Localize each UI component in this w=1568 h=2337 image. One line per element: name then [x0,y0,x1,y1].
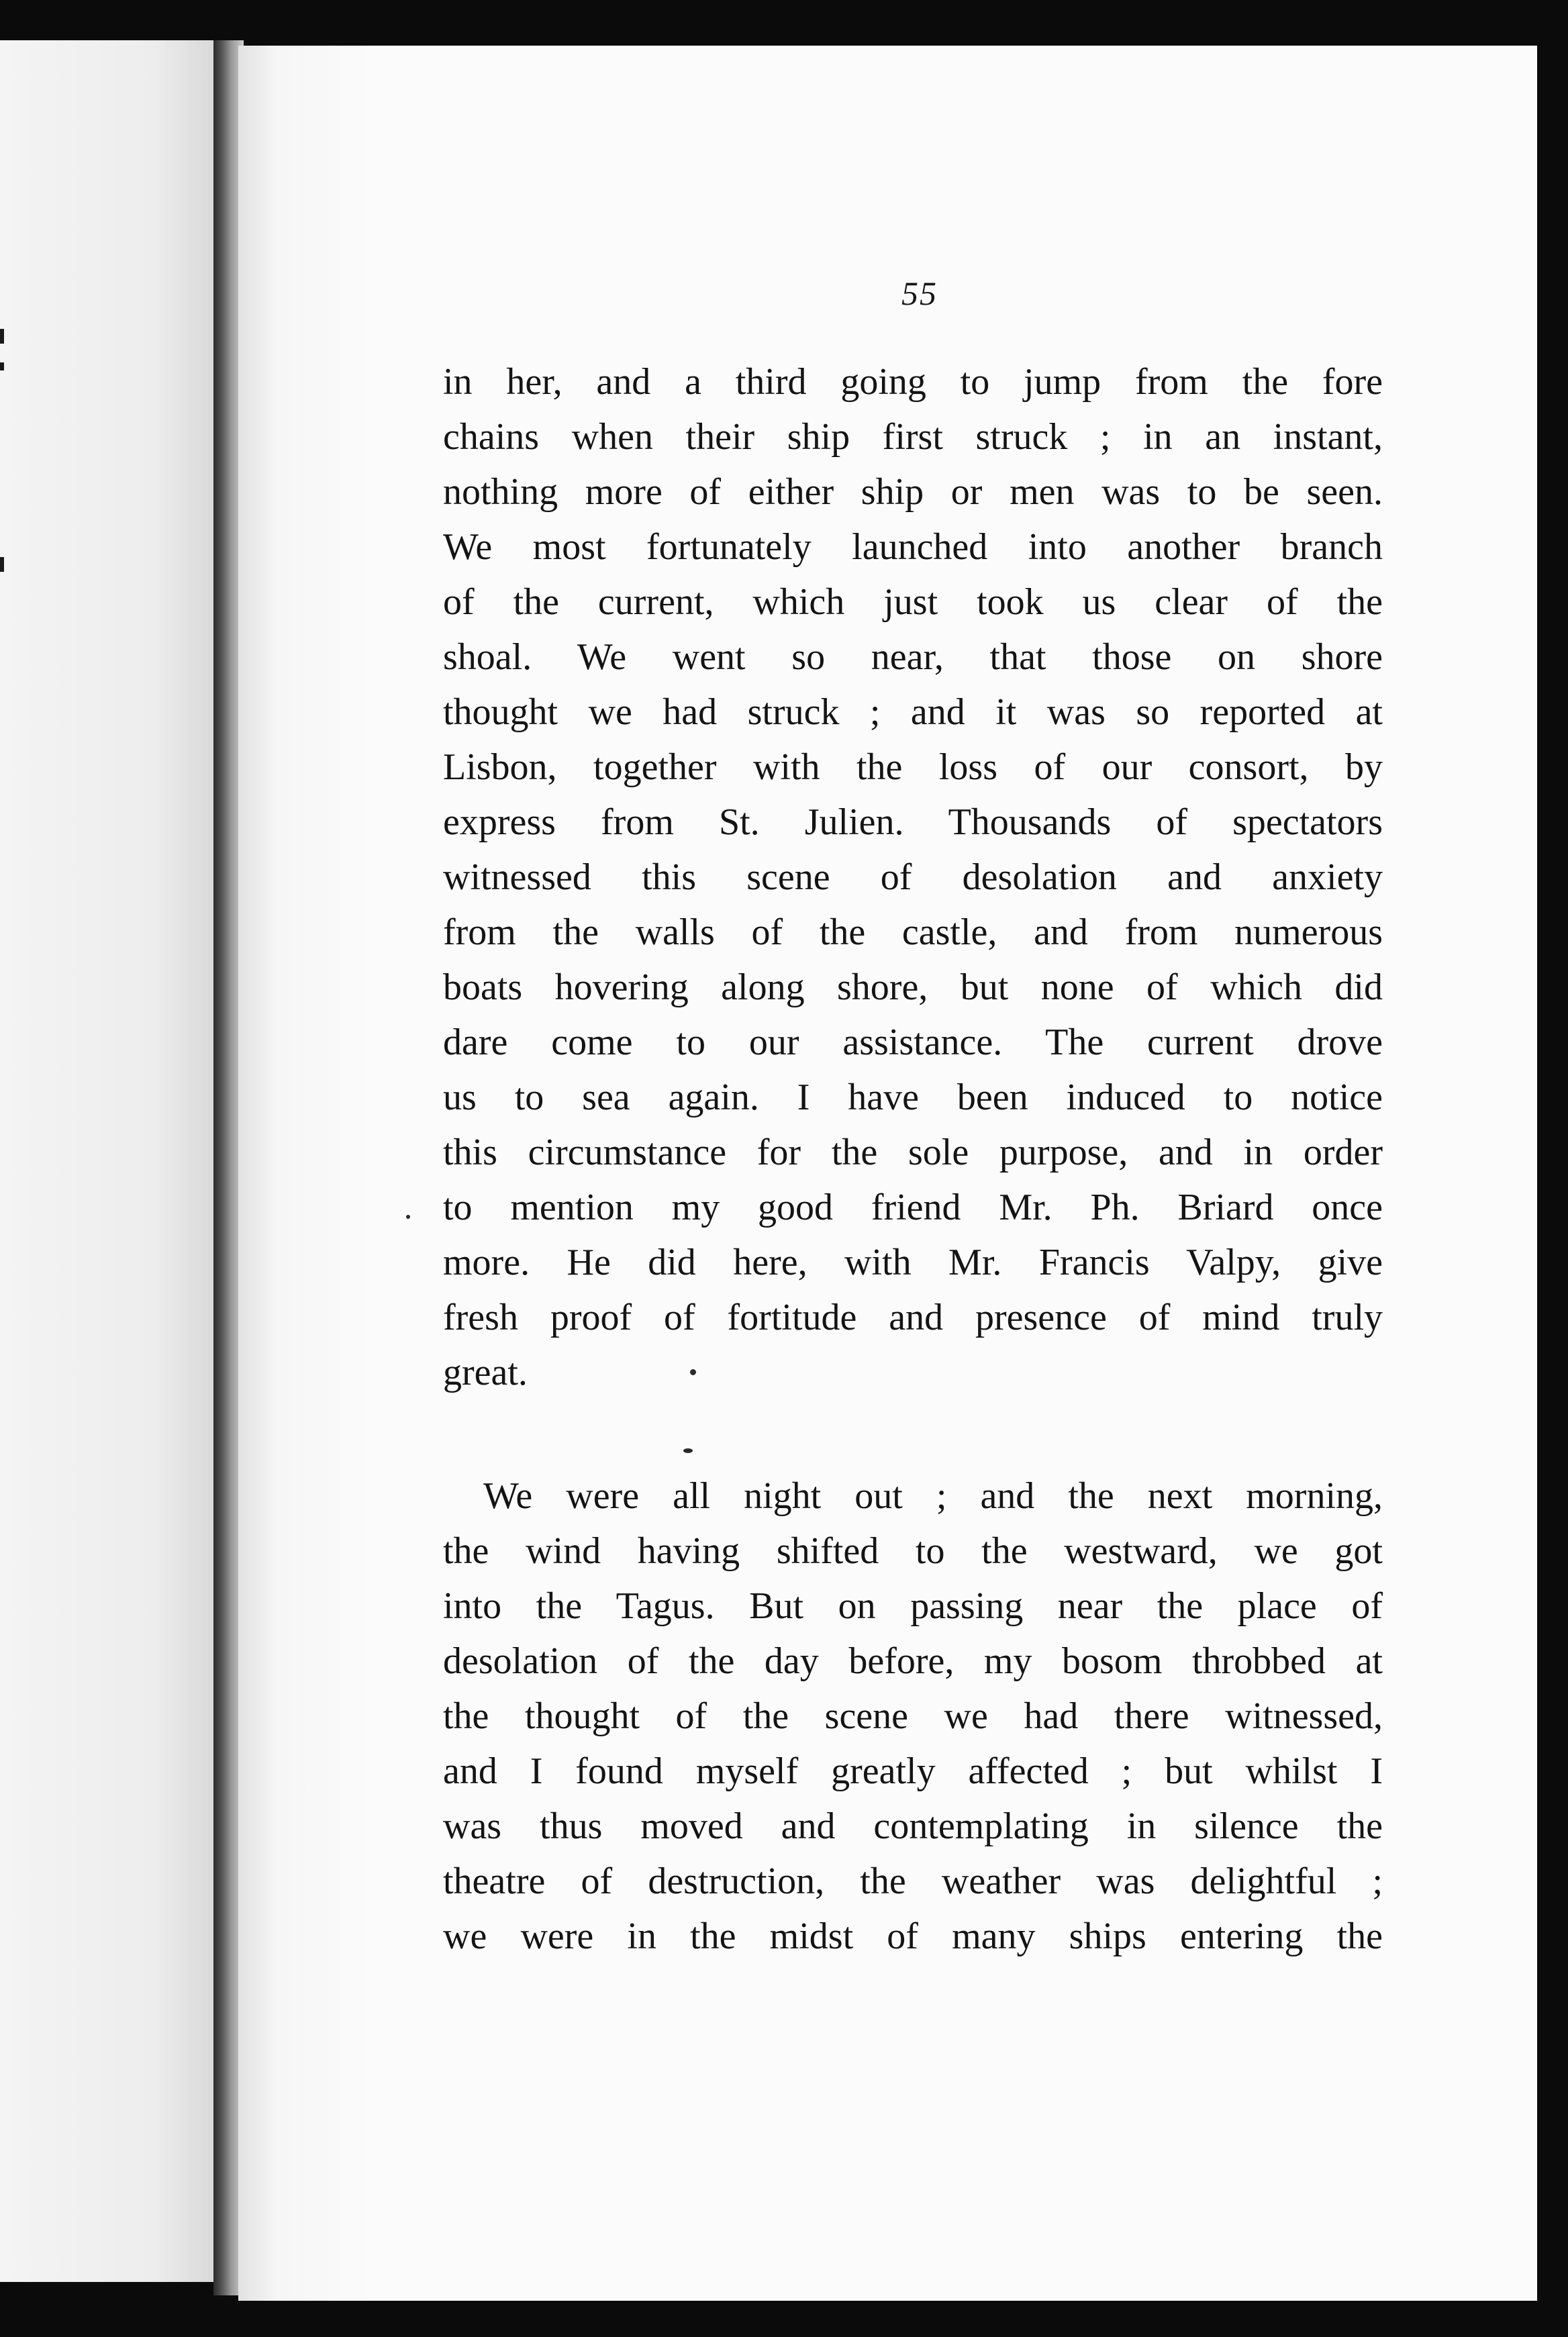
scan-border [1537,46,1568,2337]
paragraph-2 [443,1469,1383,1964]
ink-speck [690,1369,696,1375]
paragraph-1 [443,354,1383,1400]
text-line: more. He did here, with Mr. Francis Valpy, give [443,1242,1383,1283]
text-line: us to sea again. I have been induced to notice [443,1077,1383,1118]
text-line: dare come to our assistance. The current drove [443,1022,1383,1063]
text-line: Lisbon, together with the loss of our consort, by [443,746,1383,788]
margin-mark [0,362,4,370]
text-line: this circumstance for the sole purpose, and in order [443,1132,1383,1173]
text-line: nothing more of either ship or men was to be seen. [443,471,1383,513]
text-line: witnessed this scene of desolation and anxiety [443,856,1383,898]
text-line: of the current, which just took us clear of the [443,581,1383,623]
text-line: boats hovering along shore, but none of which did [443,966,1383,1008]
text-line: We were all night out ; and the next morning, [483,1475,1383,1517]
text-line: theatre of destruction, the weather was delightful ; [443,1860,1383,1902]
ink-speck [406,1215,410,1219]
text-line: express from St. Julien. Thousands of spectators [443,801,1383,843]
text-line: from the walls of the castle, and from numerous [443,911,1383,953]
text-line: We most fortunately launched into another branch [443,526,1383,568]
margin-mark [0,557,4,572]
text-line: we were in the midst of many ships entering the [443,1916,1383,1957]
text-line: shoal. We went so near, that those on shore [443,636,1383,678]
text-line: into the Tagus. But on passing near the place of [443,1585,1383,1627]
text-line: thought we had struck ; and it was so reported at [443,691,1383,733]
page-number: 55 [901,275,938,312]
facing-page-edge [0,40,218,2282]
text-line: to mention my good friend Mr. Ph. Briard once [443,1187,1383,1228]
text-line: desolation of the day before, my bosom throbbed at [443,1640,1383,1682]
text-line: the wind having shifted to the westward, we got [443,1530,1383,1572]
text-line: and I found myself greatly affected ; but whilst I [443,1750,1383,1792]
text-line: in her, and a third going to jump from the fore [443,361,1383,403]
text-line: great. [443,1352,528,1393]
text-line: fresh proof of fortitude and presence of mind truly [443,1297,1383,1338]
text-line: the thought of the scene we had there witnessed, [443,1695,1383,1737]
text-line: chains when their ship first struck ; in an instant, [443,416,1383,458]
ink-speck [683,1448,693,1453]
text-line: was thus moved and contemplating in silence the [443,1805,1383,1847]
margin-mark [0,329,4,344]
